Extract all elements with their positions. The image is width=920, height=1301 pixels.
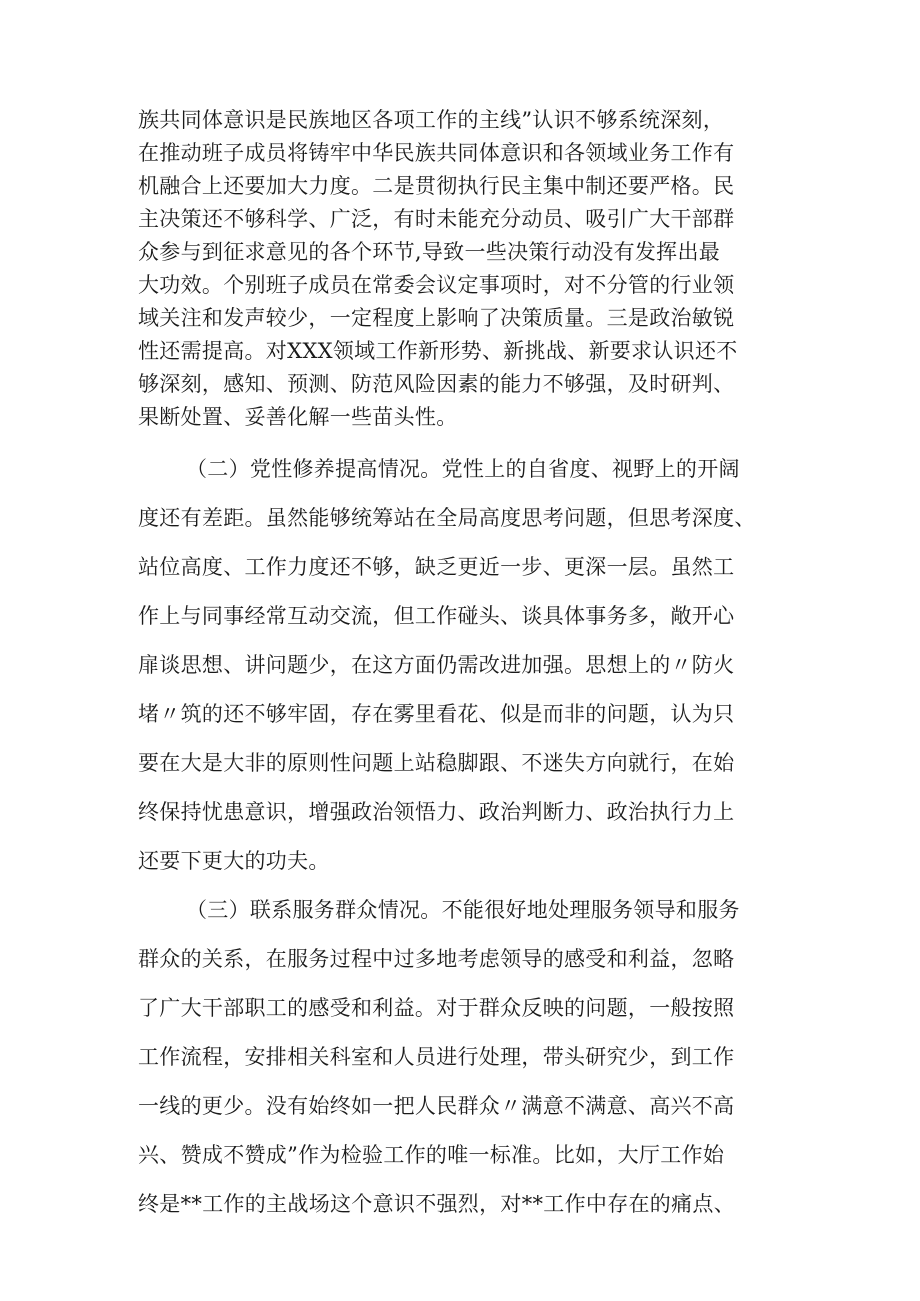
paragraph-line: 兴、赞成不赞成”作为检验工作的唯一标准。比如，大厅工作始	[138, 1143, 725, 1167]
paragraph-line: 扉谈思想、讲问题少，在这方面仍需改进加强。思想上的〃防火	[138, 653, 735, 677]
paragraph-line: 在推动班子成员将铸牢中华民族共同体意识和各领域业务工作有	[138, 141, 735, 165]
paragraph-line: 性还需提高。对XXX领域工作新形势、新挑战、新要求认识还不	[138, 339, 738, 363]
paragraph-line: 机融合上还要加大力度。二是贯彻执行民主集中制还要严格。民	[138, 174, 735, 198]
paragraph-line: 度还有差距。虽然能够统筹站在全局高度思考问题，但思考深度、	[138, 506, 756, 530]
paragraph-line: 工作流程，安排相关科室和人员进行处理，带头研究少，到工作	[138, 1045, 735, 1069]
paragraph-line: 还要下更大的功夫。	[138, 849, 330, 873]
paragraph-line: 族共同体意识是民族地区各项工作的主线”认识不够系统深刻，	[138, 108, 725, 132]
paragraph-line: 堵〃筑的还不够牢固，存在雾里看花、似是而非的问题，认为只	[138, 702, 735, 726]
paragraph-line: 域关注和发声较少，一定程度上影响了决策质量。三是政治敏锐	[138, 306, 735, 330]
section-heading-line: （二）党性修养提高情况。党性上的自省度、视野上的开阔	[186, 457, 740, 481]
paragraph-line: 终是**工作的主战场这个意识不强烈，对**工作中存在的痛点、	[138, 1192, 735, 1216]
paragraph-line: 站位高度、工作力度还不够，缺乏更近一步、更深一层。虽然工	[138, 555, 735, 579]
paragraph-line: 要在大是大非的原则性问题上站稳脚跟、不迷失方向就行，在始	[138, 751, 735, 775]
paragraph-line: 果断处置、妥善化解一些苗头性。	[138, 405, 458, 429]
paragraph-line: 大功效。个别班子成员在常委会议定事项时，对不分管的行业领	[138, 273, 735, 297]
paragraph-line: 作上与同事经常互动交流，但工作碰头、谈具体事务多，敞开心	[138, 604, 735, 628]
paragraph-line: 众参与到征求意见的各个环节,导致一些决策行动没有发挥出最	[138, 240, 721, 264]
paragraph-line: 一线的更少。没有始终如一把人民群众〃满意不满意、高兴不高	[138, 1094, 735, 1118]
paragraph-line: 终保持忧患意识，增强政治领悟力、政治判断力、政治执行力上	[138, 800, 735, 824]
section-heading-line: （三）联系服务群众情况。不能很好地处理服务领导和服务	[186, 898, 740, 922]
paragraph-line: 够深刻，感知、预测、防范风险因素的能力不够强，及时研判、	[138, 372, 735, 396]
paragraph-line: 群众的关系，在服务过程中过多地考虑领导的感受和利益，忽略	[138, 947, 735, 971]
paragraph-line: 主决策还不够科学、广泛，有时未能充分动员、吸引广大干部群	[138, 207, 735, 231]
paragraph-line: 了广大干部职工的感受和利益。对于群众反映的问题，一般按照	[138, 996, 735, 1020]
